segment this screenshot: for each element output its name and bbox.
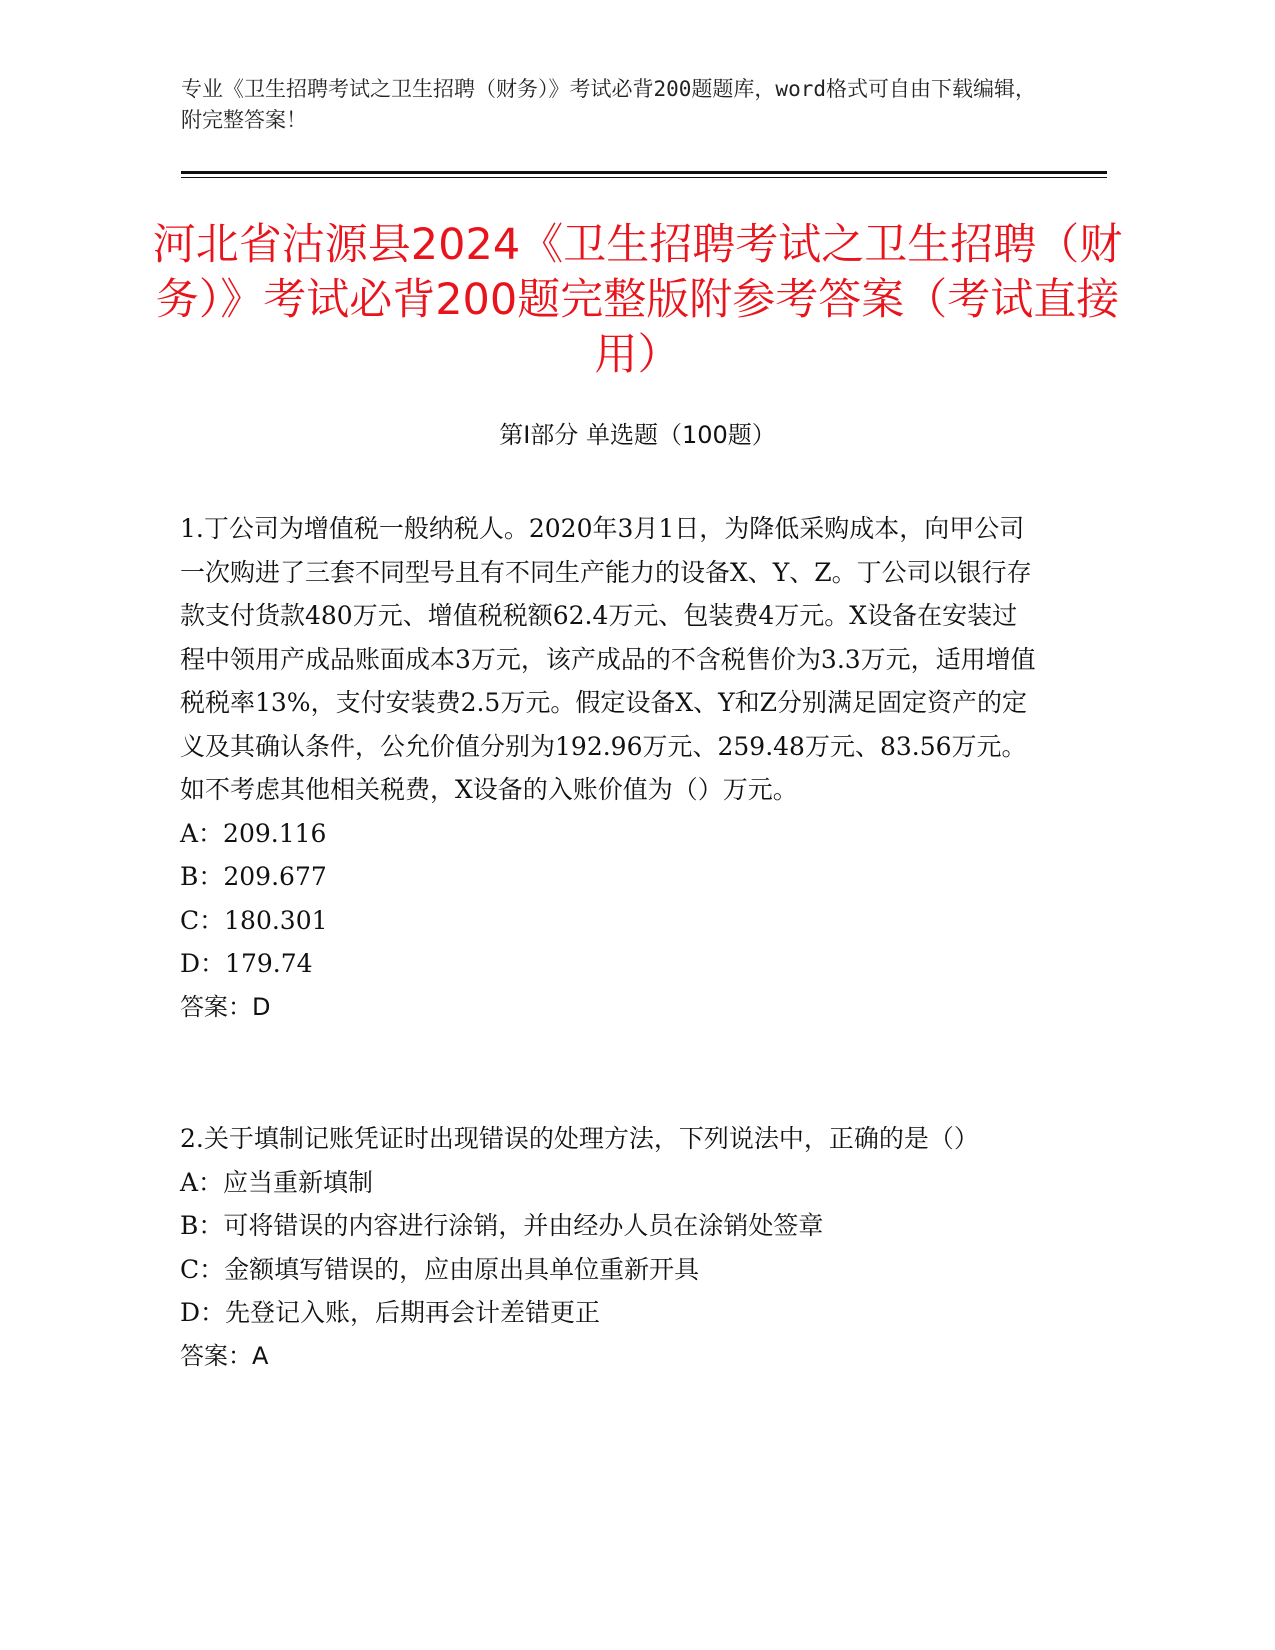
section-heading: 第Ⅰ部分 单选题（100题） xyxy=(499,421,776,449)
answer: 答案：D xyxy=(180,992,271,1021)
question-1 xyxy=(180,507,1040,1029)
answer: 答案：A xyxy=(180,1341,269,1370)
question-stem: 1.丁公司为增值税一般纳税人。2020年3月1日，为降低采购成本，向甲公司一次购进了三套不同型号且有不同生产能力的设备X、Y、Z。丁公司以银行存款支付货款480万元、增值税税额62.4万元、包装费4万元。X设备在安装过程中领用产成品账面成本3万元，该产成品的不含税售价为3.3万元，适用增值税税率13%，支付安装费2.5万元。假定设备X、Y和Z分别满足固定资产的定义及其确认条件，公允价值分别为192.96万元、259.48万元、83.56万元。如不考虑其他相关税费，X设备的入账价值为（）万元。 xyxy=(180,514,1036,804)
option-c: C：180.301 xyxy=(180,905,328,935)
option-b: B：209.677 xyxy=(180,862,327,891)
question-2 xyxy=(180,1117,1040,1378)
header-divider-thick xyxy=(181,171,1107,174)
header-divider-thin xyxy=(181,177,1107,178)
header-note: 专业《卫生招聘考试之卫生招聘（财务）》考试必背200题题库，word格式可自由下载编辑，附完整答案！ xyxy=(181,77,1036,132)
option-b: B：可将错误的内容进行涂销，并由经办人员在涂销处签章 xyxy=(180,1211,824,1240)
option-a: A：应当重新填制 xyxy=(180,1167,374,1197)
option-d: D：179.74 xyxy=(180,949,313,978)
option-c: C：金额填写错误的，应由原出具单位重新开具 xyxy=(180,1254,700,1284)
option-d: D：先登记入账，后期再会计差错更正 xyxy=(180,1298,601,1327)
document-title: 河北省沽源县2024《卫生招聘考试之卫生招聘（财务）》考试必背200题完整版附参考答案（考试直接用） xyxy=(152,220,1123,380)
option-a: A：209.116 xyxy=(180,818,327,848)
question-stem: 2.关于填制记账凭证时出现错误的处理方法，下列说法中，正确的是（） xyxy=(180,1124,979,1153)
